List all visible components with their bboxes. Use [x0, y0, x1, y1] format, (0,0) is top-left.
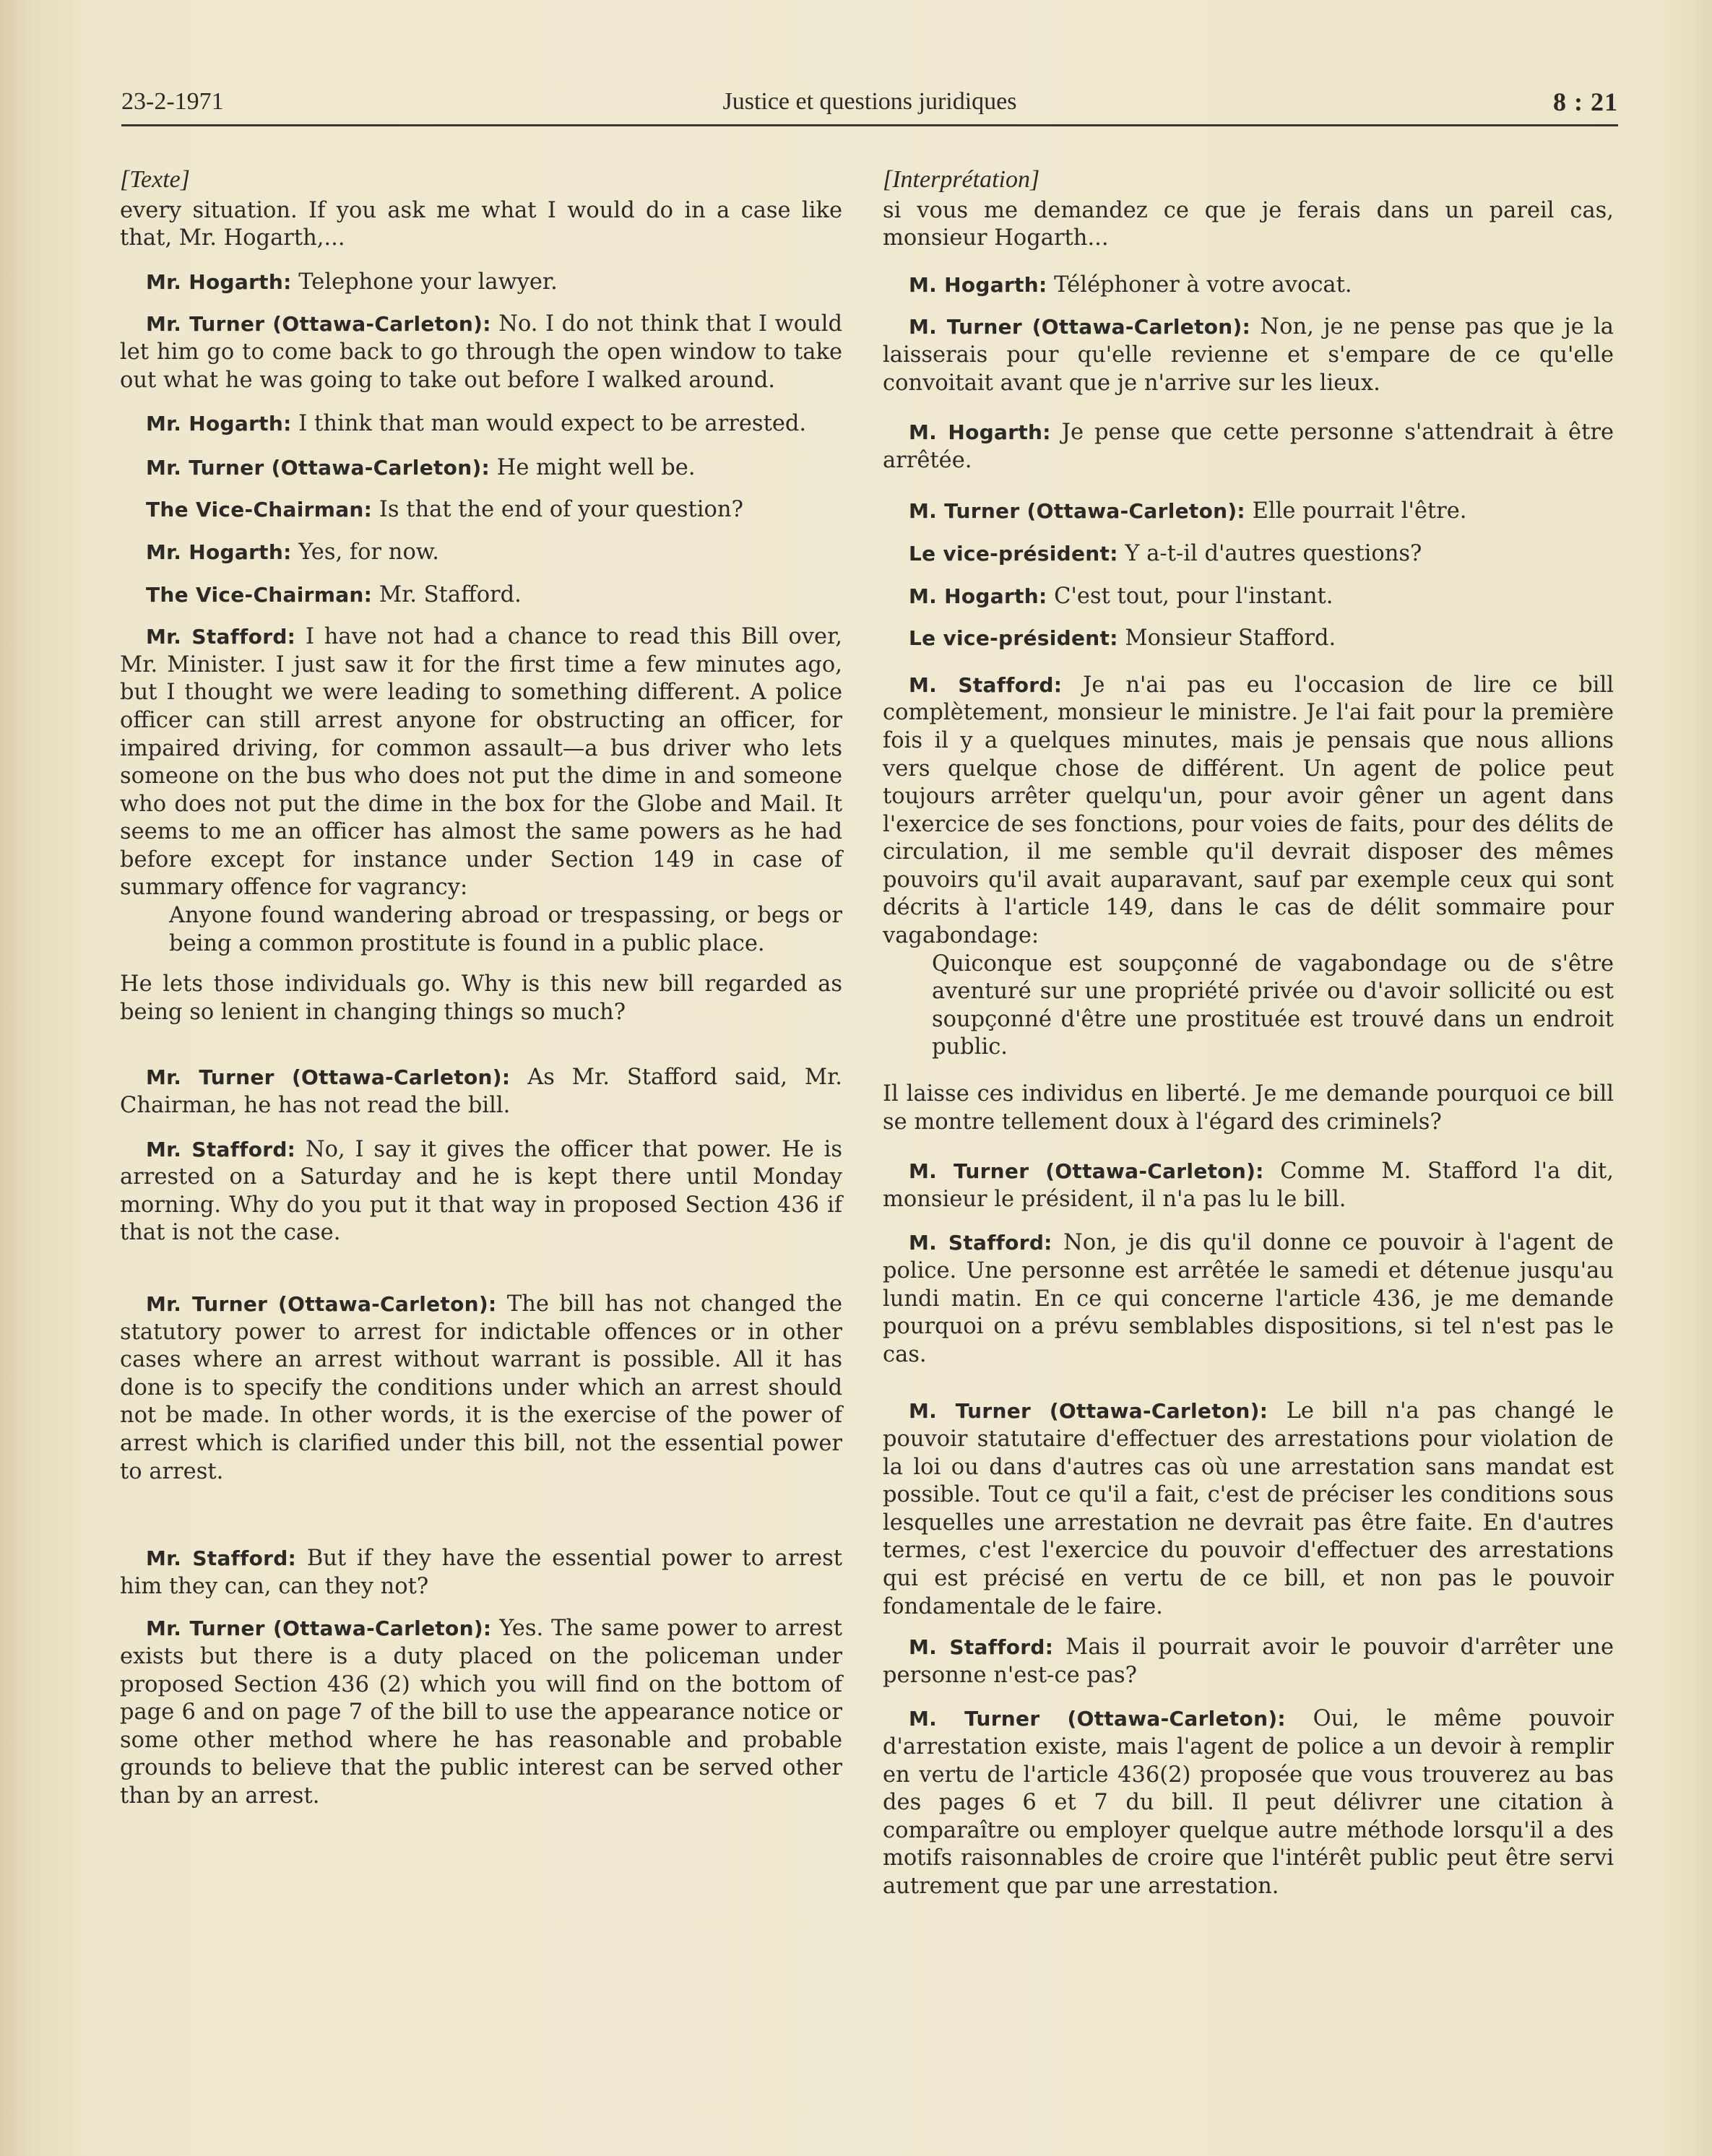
speech-text: Elle pourrait l'être. [1245, 498, 1467, 524]
speech-paragraph [883, 1705, 1614, 1900]
speech-text: Non, je dis qu'il donne ce pouvoir à l'agent de police. Une personne est arrêtée le samedi et détenue jusqu'au lundi matin. En ce qui concerne l'article 436, je me demande pourquoi on a prévu semblables dispositions, si tel n'est pas le cas. [883, 1230, 1614, 1367]
speaker-name: The Vice-Chairman: [146, 582, 373, 607]
speech-paragraph [120, 581, 842, 610]
speech-paragraph [120, 1615, 842, 1810]
speech-text: Yes. The same power to arrest exists but there is a duty placed on the policeman under proposed Section 436 (2) which you will find on the bottom of page 6 and on page 7 of the bill to use the appearance notice or some other method where he has reasonable and probable grounds to believe that the public interest can be served other than by an arrest. [120, 1616, 842, 1809]
speech-paragraph [120, 269, 842, 297]
column-label: [Texte] [120, 166, 190, 193]
speaker-name: M. Turner (Ottawa-Carleton): [909, 315, 1251, 339]
speech-text: No. I do not think that I would let him go to come back to go through the open window to take out what he was going to take out before I walked around. [120, 311, 842, 393]
speech-paragraph [883, 1634, 1614, 1689]
speaker-name: M. Hogarth: [909, 272, 1047, 297]
speech-text: But if they have the essential power to arrest him they can, can they not? [120, 1546, 842, 1599]
speaker-name: M. Turner (Ottawa-Carleton): [909, 1399, 1268, 1424]
speech-text: Je n'ai pas eu l'occasion de lire ce bill complètement, monsieur le ministre. Je l'ai fait pour la première fois il y a quelques minutes, mais je pensais que nous allions vers quelque chose de différent. Un agent de police peut toujours arrêter quelqu'un, pour avoir gêner un agent dans l'exercice de ses fonctions, pour voies de faits, pour des délits de circulation, il me semble qu'il devrait disposer des mêmes pouvoirs qu'il avait auparavant, sauf par exemple ceux qui sont décrits à l'article 149, dans le cas de délit sommaire pour vagabondage: [883, 672, 1614, 949]
speech-paragraph [120, 496, 842, 524]
speech-text: Oui, le même pouvoir d'arrestation existe, mais l'agent de police a un devoir à remplir en vertu de l'article 436(2) proposée que vous trouverez au bas des pages 6 et 7 du bill. Il peut délivrer une citation à comparaître ou employer quelque autre méthode lorsqu'il a des motifs raisonnables de croire que l'intérêt public peut être servi autrement que par une arrestation. [883, 1706, 1614, 1899]
speech-paragraph [120, 311, 842, 394]
quoted-passage: Quiconque est soupçonné de vagabondage ou de s'être aventuré sur une propriété privée ou d'avoir sollicité ou est soupçonné d'être une prostituée est trouvé dans un endroit public. [932, 951, 1614, 1060]
speech-text: Mais il pourrait avoir le pouvoir d'arrêter une personne n'est-ce pas? [883, 1635, 1614, 1688]
column-label: [Interprétation] [883, 166, 1040, 193]
speech-text: The bill has not changed the statutory power to arrest for indictable offences or in other cases where an arrest without warrant is possible. All it has done is to specify the conditions under which an arrest should not be made. In other words, it is the exercise of the power of arrest which is clarified under this bill, not the essential power to arrest. [120, 1291, 842, 1484]
text-paragraph: every situation. If you ask me what I would do in a case like that, Mr. Hogarth,... [120, 197, 842, 251]
speaker-name: M. Turner (Ottawa-Carleton): [909, 1707, 1286, 1731]
left-column [120, 166, 842, 1811]
quoted-passage: Anyone found wandering abroad or trespassing, or begs or being a common prostitute is found in a public place. [169, 903, 842, 956]
speech-paragraph [120, 410, 842, 438]
speech-paragraph [883, 583, 1614, 611]
header-page-number: 8 : 21 [1553, 87, 1618, 116]
speaker-name: Mr. Stafford: [146, 1137, 296, 1161]
speech-text: Je pense que cette personne s'attendrait à être arrêtée. [883, 420, 1614, 473]
speech-text: Yes, for now. [291, 539, 439, 565]
speaker-name: M. Turner (Ottawa-Carleton): [909, 1159, 1264, 1184]
speech-paragraph [883, 672, 1614, 951]
page-header [121, 81, 1618, 126]
speaker-name: Mr. Turner (Ottawa-Carleton): [146, 455, 490, 480]
speaker-name: M. Turner (Ottawa-Carleton): [909, 499, 1245, 524]
speech-text: I have not had a chance to read this Bill over, Mr. Minister. I just saw it for the first time a few minutes ago, but I thought we were leading to something different. A police officer can still arrest anyone for obstructing an officer, for impaired driving, for common assault—a bus driver who lets someone on the bus who does not put the dime in and someone who does not put the dime in the box for the Globe and Mail. It seems to me an officer has almost the same powers as he had before except for instance under Section 149 in case of summary offence for vagrancy: [120, 624, 842, 901]
speech-paragraph [883, 272, 1614, 300]
header-date: 23-2-1971 [121, 88, 224, 115]
speech-paragraph [883, 625, 1614, 653]
speech-paragraph [883, 419, 1614, 475]
speech-paragraph [120, 1291, 842, 1486]
speech-paragraph [120, 1064, 842, 1120]
right-column [883, 166, 1614, 1900]
speech-paragraph [883, 1398, 1614, 1621]
speech-paragraph [883, 540, 1614, 568]
text-paragraph: si vous me demandez ce que je ferais dans un pareil cas, monsieur Hogarth... [883, 197, 1614, 251]
speech-text: As Mr. Stafford said, Mr. Chairman, he has not read the bill. [120, 1065, 842, 1119]
speech-text: Is that the end of your question? [372, 497, 743, 523]
speaker-name: M. Hogarth: [909, 420, 1051, 445]
speech-text: He might well be. [490, 454, 696, 480]
speech-text: I think that man would expect to be arrested. [291, 411, 807, 437]
speaker-name: Mr. Stafford: [146, 625, 296, 649]
speech-paragraph [883, 1158, 1614, 1213]
speaker-name: Mr. Turner (Ottawa-Carleton): [146, 312, 491, 337]
speaker-name: Mr. Hogarth: [146, 269, 292, 294]
speaker-name: Mr. Turner (Ottawa-Carleton): [146, 1065, 511, 1090]
speech-text: Y a-t-il d'autres questions? [1117, 540, 1422, 566]
speech-text: Monsieur Stafford. [1117, 625, 1336, 651]
speech-paragraph [883, 1229, 1614, 1369]
speech-text: Mr. Stafford. [372, 581, 522, 607]
speech-text: C'est tout, pour l'instant. [1047, 583, 1333, 609]
speech-text: Telephone your lawyer. [291, 269, 558, 295]
speaker-name: M. Stafford: [909, 1231, 1052, 1255]
speech-text: Le bill n'a pas changé le pouvoir statutaire d'effectuer des arrestations pour violation de la loi ou dans d'autres cas où une arrestation sans mandat est possible. Tout ce qu'il a fait, c'est de préciser les conditions sous lesquelles une arrestation ne devrait pas être faite. En d'autres termes, c'est l'exercice du pouvoir d'effectuer des arrestations qui est précisé en vertu de ce bill, et non pas le pouvoir fondamentale de le faire. [883, 1398, 1614, 1619]
speaker-name: The Vice-Chairman: [146, 498, 373, 522]
speaker-name: M. Stafford: [909, 672, 1063, 697]
speech-paragraph [120, 1136, 842, 1247]
speaker-name: Mr. Stafford: [146, 1546, 297, 1571]
speech-paragraph [883, 498, 1614, 526]
text-paragraph: Il laisse ces individus en liberté. Je me demande pourquoi ce bill se montre tellement doux à l'égard des criminels? [883, 1081, 1614, 1135]
text-paragraph: He lets those individuals go. Why is this new bill regarded as being so lenient in changing things so much? [120, 971, 842, 1025]
speech-paragraph [120, 1545, 842, 1601]
speaker-name: Mr. Turner (Ottawa-Carleton): [146, 1292, 497, 1316]
speaker-name: M. Stafford: [909, 1635, 1054, 1660]
speaker-name: Mr. Hogarth: [146, 412, 292, 436]
speech-text: Comme M. Stafford l'a dit, monsieur le président, il n'a pas lu le bill. [883, 1159, 1614, 1212]
header-title: Justice et questions juridiques [722, 88, 1017, 115]
speech-text: Téléphoner à votre avocat. [1047, 272, 1352, 298]
speech-paragraph [883, 313, 1614, 397]
speaker-name: Le vice-président: [909, 626, 1118, 651]
speech-text: Non, je ne pense pas que je la laisserais pour qu'elle revienne et s'empare de ce qu'elle convoitait avant que je n'arrive sur les lieux. [883, 314, 1614, 396]
speech-paragraph [120, 454, 842, 482]
speech-text: No, I say it gives the officer that power. He is arrested on a Saturday and he is kept there until Monday morning. Why do you put it that way in proposed Section 436 if that is not the case. [120, 1136, 842, 1246]
speaker-name: Mr. Turner (Ottawa-Carleton): [146, 1616, 492, 1641]
speaker-name: Le vice-président: [909, 541, 1118, 566]
speaker-name: M. Hogarth: [909, 584, 1047, 608]
speech-paragraph [120, 539, 842, 567]
speaker-name: Mr. Hogarth: [146, 540, 292, 564]
speech-paragraph [120, 623, 842, 902]
